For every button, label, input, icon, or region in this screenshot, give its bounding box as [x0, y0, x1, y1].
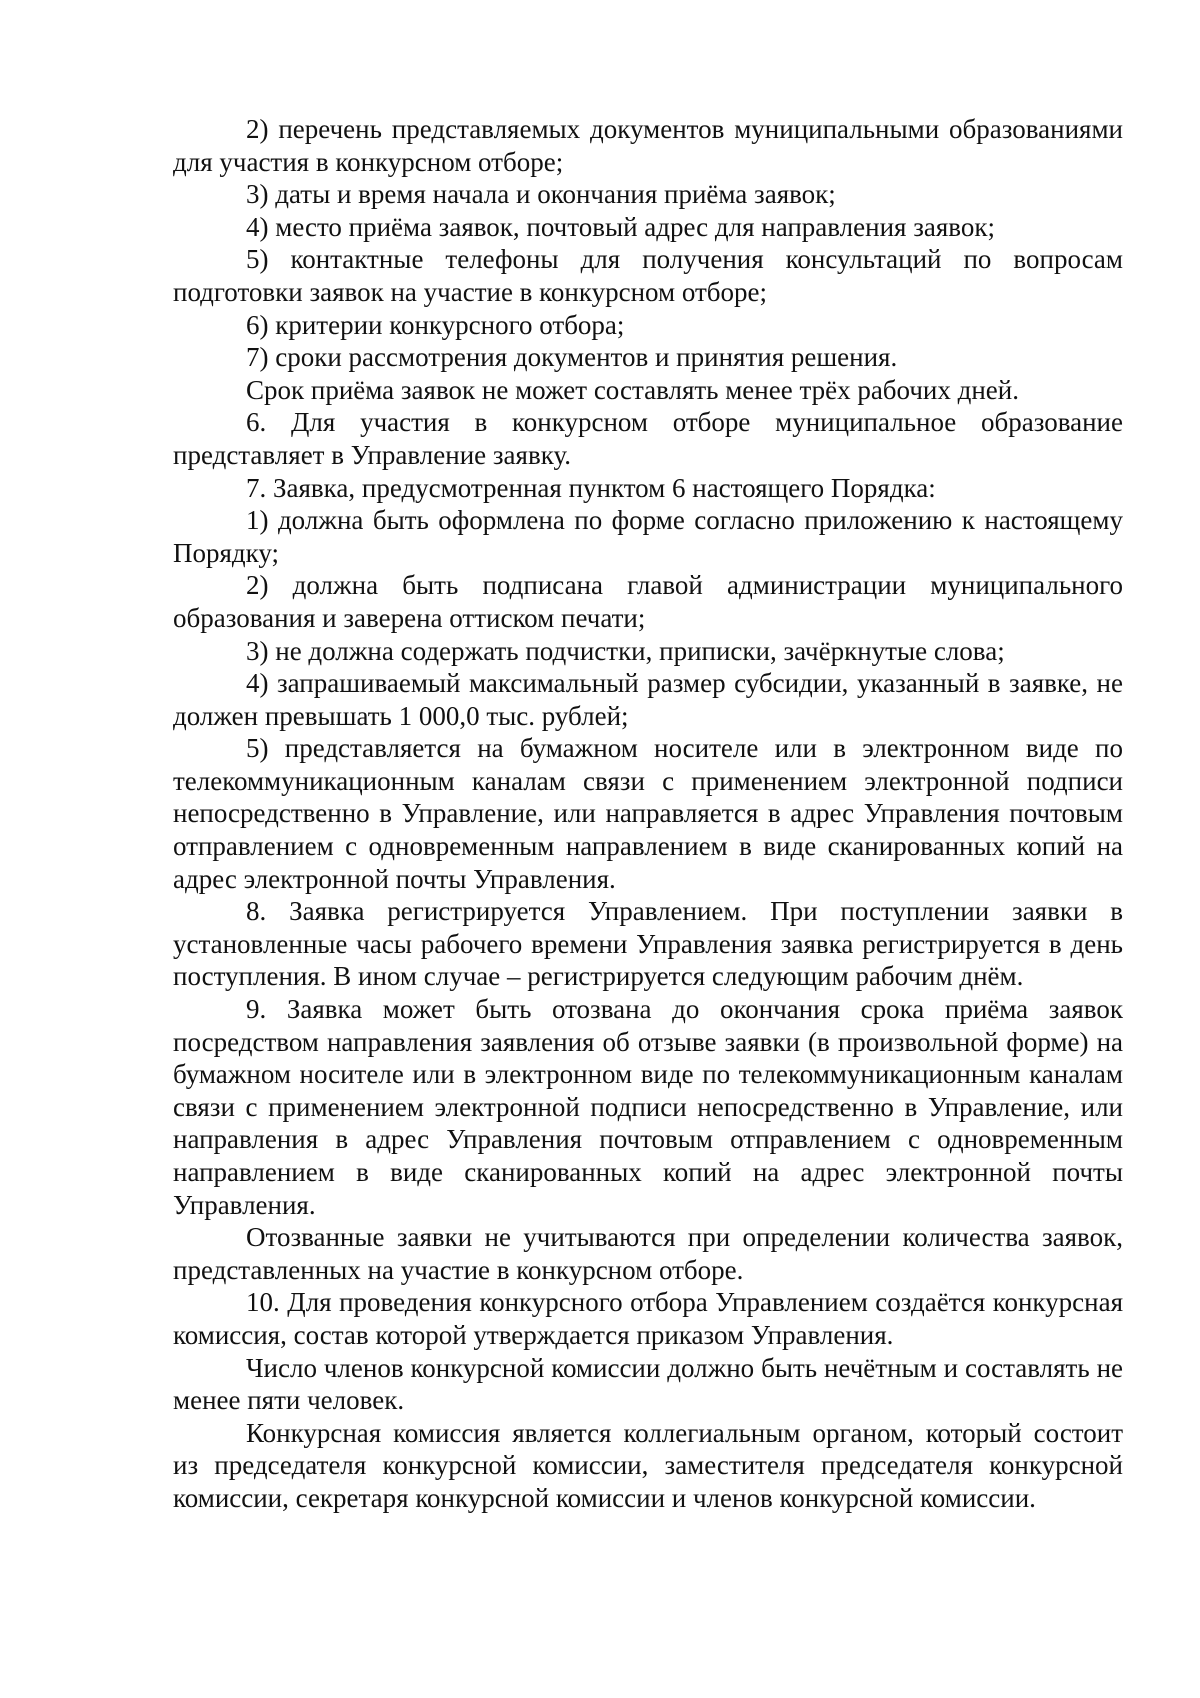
- paragraph-clause-10: 10. Для проведения конкурсного отбора Управлением создаётся конкурсная комиссия, состав которой утверждается приказом Управления.: [173, 1287, 1123, 1350]
- paragraph-clause-7-item-3: 3) не должна содержать подчистки, приписки, зачёркнутые слова;: [246, 635, 1005, 666]
- paragraph-commission-members: Число членов конкурсной комиссии должно быть нечётным и составлять не менее пяти человек.: [173, 1352, 1123, 1416]
- paragraph-clause-7-item-5: 5) представляется на бумажном носителе или в электронном виде по телекоммуникационным каналам связи с применением электронной подписи непосредственно в Управление, или направляется в адрес Управления почтовым отправлением с одновременным направлением в виде сканированных копий на адрес электронной почты Управления.: [173, 733, 1123, 894]
- paragraph-commission-composition: Конкурсная комиссия является коллегиальным органом, который состоит из председателя конкурсной комиссии, заместителя председателя конкурсной комиссии, секретаря конкурсной комиссии и членов конкурсной комиссии.: [173, 1417, 1123, 1513]
- paragraph-application-term: Срок приёма заявок не может составлять менее трёх рабочих дней.: [246, 374, 1019, 405]
- paragraph-withdrawn-applications: Отозванные заявки не учитываются при определении количества заявок, представленных на участие в конкурсном отборе.: [173, 1222, 1123, 1285]
- paragraph-clause-6: 6. Для участия в конкурсном отборе муниципальное образование представляет в Управление заявку.: [173, 407, 1123, 470]
- paragraph-clause-8: 8. Заявка регистрируется Управлением. При поступлении заявки в установленные часы рабочего времени Управления заявка регистрируется в день поступления. В ином случае – регистрируется следующим рабочим днём.: [173, 896, 1123, 992]
- paragraph-clause-7: 7. Заявка, предусмотренная пунктом 6 настоящего Порядка:: [246, 472, 936, 503]
- paragraph-list-item-5-phones: 5) контактные телефоны для получения консультаций по вопросам подготовки заявок на участие в конкурсном отборе;: [173, 244, 1123, 307]
- document-page: [173, 113, 1123, 1515]
- paragraph-clause-7-item-2: 2) должна быть подписана главой администрации муниципального образования и заверена оттиском печати;: [173, 570, 1123, 633]
- paragraph-list-item-6-criteria: 6) критерии конкурсного отбора;: [246, 309, 625, 340]
- paragraph-list-item-7-terms: 7) сроки рассмотрения документов и принятия решения.: [246, 342, 898, 373]
- paragraph-list-item-4-place: 4) место приёма заявок, почтовый адрес для направления заявок;: [246, 211, 995, 242]
- paragraph-clause-9: 9. Заявка может быть отозвана до окончания срока приёма заявок посредством направления заявления об отзыве заявки (в произвольной форме) на бумажном носителе или в электронном виде по телекоммуникационным каналам связи с применением электронной подписи непосредственно в Управление, или направления в адрес Управления почтовым отправлением с одновременным направлением в виде сканированных копий на адрес электронной почты Управления.: [173, 994, 1123, 1220]
- paragraph-clause-7-item-4: 4) запрашиваемый максимальный размер субсидии, указанный в заявке, не должен превышать 1 000,0 тыс. рублей;: [173, 668, 1123, 731]
- paragraph-list-item-3-dates: 3) даты и время начала и окончания приёма заявок;: [246, 179, 836, 210]
- paragraph-clause-7-item-1: 1) должна быть оформлена по форме согласно приложению к настоящему Порядку;: [173, 505, 1123, 568]
- paragraph-list-item-2-documents: 2) перечень представляемых документов муниципальными образованиями для участия в конкурсном отборе;: [173, 114, 1123, 177]
